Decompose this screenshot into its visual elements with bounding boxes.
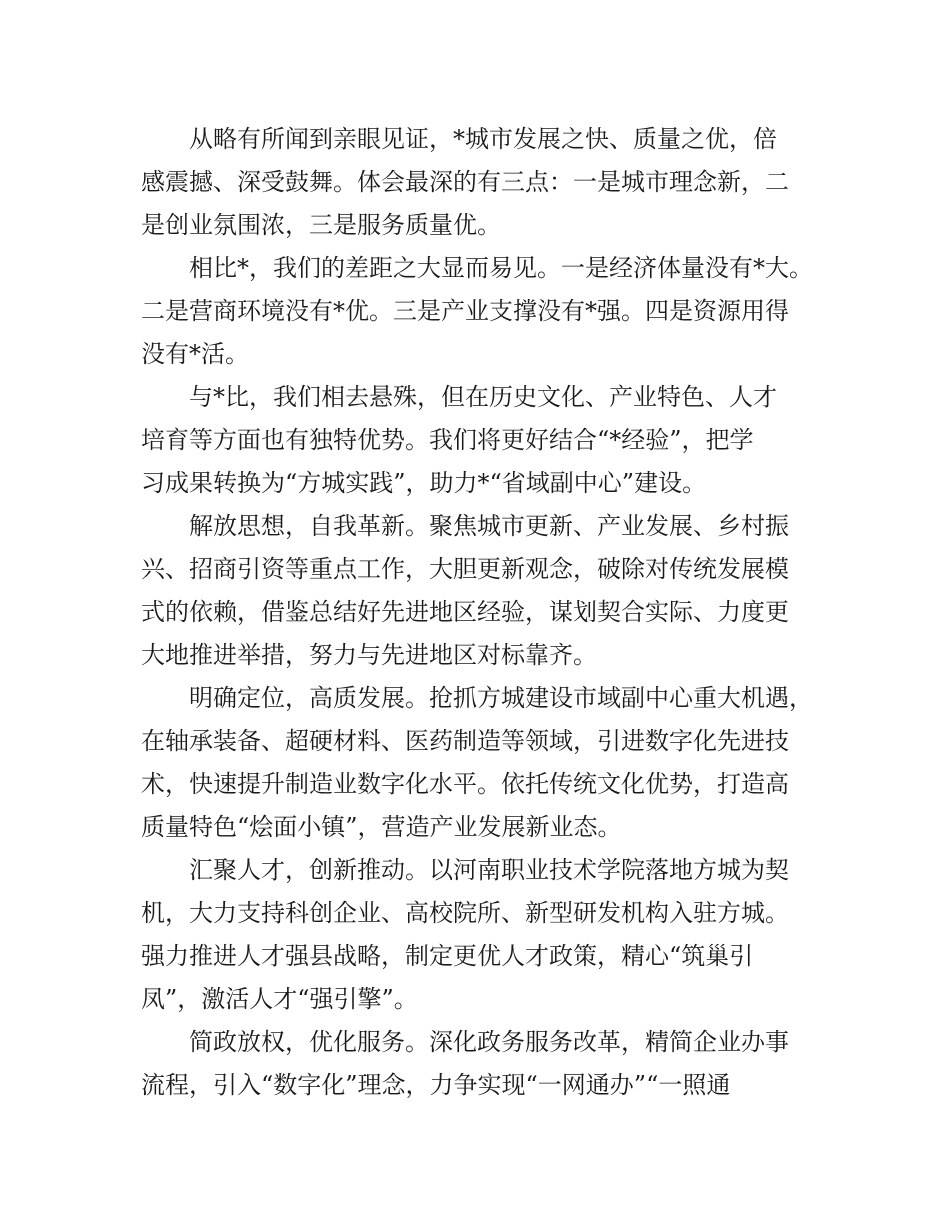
text-line: 从略有所闻到亲眼见证，*城市发展之快、质量之优，倍 [189, 125, 777, 153]
text-line: 感震撼、深受鼓舞。体会最深的有三点：一是城市理念新，二 [141, 168, 789, 196]
text-line: 大地推进举措，努力与先进地区对标靠齐。 [141, 641, 597, 669]
text-line: 明确定位，高质发展。抢抓方城建设市域副中心重大机遇， [189, 684, 813, 712]
text-line: 强力推进人才强县战略，制定更优人才政策，精心“筑巢引 [141, 942, 754, 970]
text-line: 没有*活。 [141, 340, 249, 368]
text-line: 在轴承装备、超硬材料、医药制造等领域，引进数字化先进技 [141, 727, 789, 755]
text-line: 培育等方面也有独特优势。我们将更好结合“*经验”，把学 [141, 426, 754, 454]
paragraph [141, 118, 831, 247]
text-line: 二是营商环境没有*优。三是产业支撑没有*强。四是资源用得 [141, 297, 789, 325]
paragraph [141, 505, 831, 677]
text-line: 质量特色“烩面小镇”，营造产业发展新业态。 [141, 813, 622, 841]
text-line: 相比*，我们的差距之大显而易见。一是经济体量没有*大。 [189, 254, 813, 282]
paragraph [141, 677, 831, 849]
text-line: 术，快速提升制造业数字化水平。依托传统文化优势，打造高 [141, 770, 789, 798]
paragraph [141, 1021, 831, 1107]
text-line: 解放思想，自我革新。聚焦城市更新、产业发展、乡村振 [189, 512, 789, 540]
text-line: 凤”，激活人才“强引擎”。 [141, 985, 418, 1013]
paragraph [141, 247, 831, 376]
paragraph [141, 849, 831, 1021]
text-line: 兴、招商引资等重点工作，大胆更新观念，破除对传统发展模 [141, 555, 789, 583]
text-line: 式的依赖，借鉴总结好先进地区经验，谋划契合实际、力度更 [141, 598, 789, 626]
text-line: 机，大力支持科创企业、高校院所、新型研发机构入驻方城。 [141, 899, 789, 927]
text-line: 简政放权，优化服务。深化政务服务改革，精简企业办事 [189, 1028, 789, 1056]
paragraph [141, 376, 831, 505]
document-body [141, 118, 831, 1107]
text-line: 流程，引入“数字化”理念，力争实现“一网通办”“一照通 [141, 1071, 731, 1099]
text-line: 是创业氛围浓，三是服务质量优。 [141, 211, 501, 239]
text-line: 汇聚人才，创新推动。以河南职业技术学院落地方城为契 [189, 856, 789, 884]
text-line: 习成果转换为“方城实践”，助力*“省域副中心”建设。 [141, 469, 707, 497]
text-line: 与*比，我们相去悬殊，但在历史文化、产业特色、人才 [189, 383, 777, 411]
